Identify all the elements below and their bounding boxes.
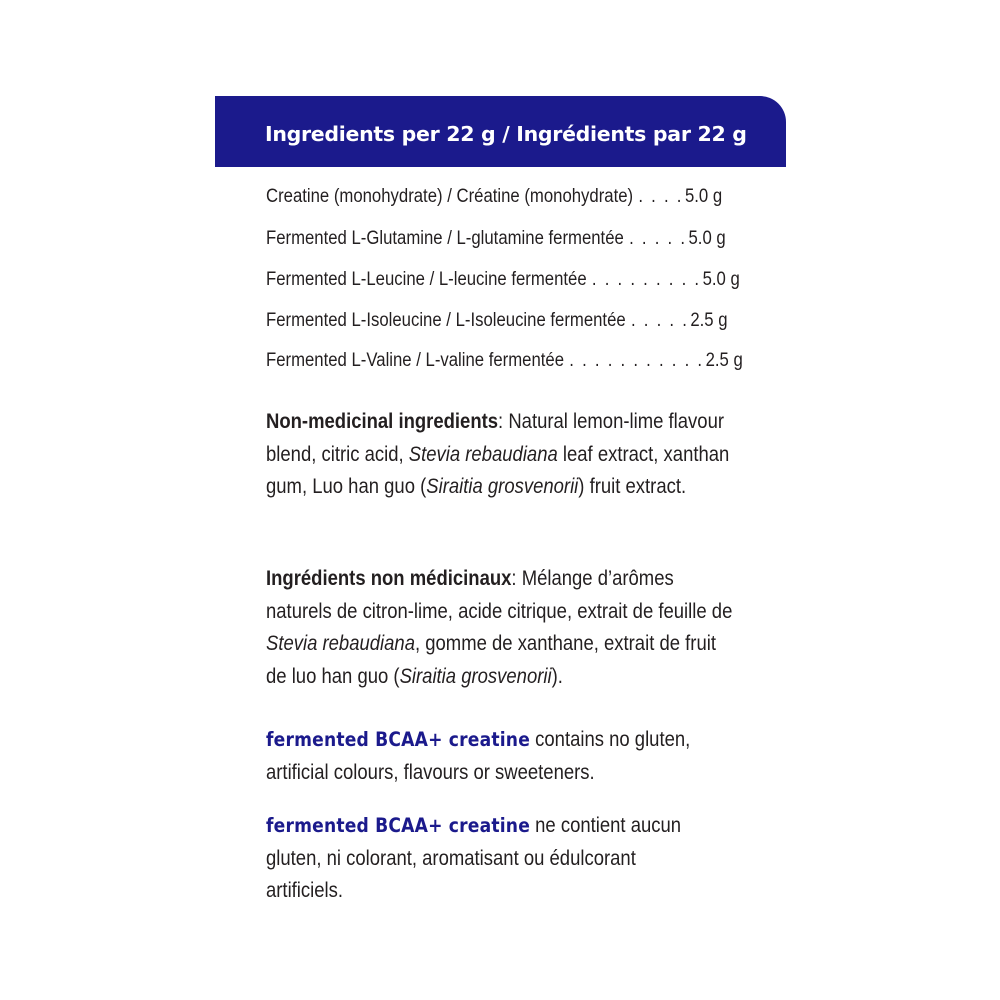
non-medicinal-text: ) fruit extract.: [578, 475, 687, 498]
botanical-name: Siraitia grosvenorii: [426, 475, 579, 498]
statement-text: contains no gluten, artificial colours, flavours or sweeteners.: [266, 728, 691, 784]
leader-dots: . . . . .: [630, 310, 689, 331]
ingredient-amount: 2.5 g: [690, 310, 728, 331]
ingredient-amount: 5.0 g: [688, 228, 726, 249]
leader-dots: . . . . . . . . . . .: [569, 350, 704, 371]
non-medicinal-text: ).: [551, 664, 563, 688]
ingredient-row: [266, 265, 740, 295]
ingredient-name: Fermented L-Isoleucine / L-Isoleucine fermentée: [266, 310, 626, 331]
ingredient-row: [266, 306, 728, 336]
ingredient-row: [266, 182, 723, 212]
non-medicinal-ingredients-fr: [266, 563, 741, 693]
ingredient-name: Fermented L-Leucine / L-leucine fermentée: [266, 269, 587, 290]
allergen-statement-fr: [266, 810, 697, 908]
botanical-name: Siraitia grosvenorii: [399, 664, 552, 688]
non-medicinal-text: , gomme de xanthane, extrait de fruit de luo han guo (: [266, 632, 716, 688]
botanical-name: Stevia rebaudiana: [408, 442, 558, 466]
non-medicinal-text: : Mélange d’arômes naturels de citron-lime, acide citrique, extrait de feuille de: [266, 567, 733, 623]
leader-dots: . . . . .: [629, 228, 687, 249]
ingredient-name: Creatine (monohydrate) / Créatine (monohydrate): [266, 186, 634, 207]
ingredient-name: Fermented L-Glutamine / L-glutamine fermentée: [266, 228, 624, 249]
non-medicinal-ingredients-en: [266, 406, 741, 504]
brand-name: fermented BCAA+ creatine: [266, 728, 531, 751]
ingredients-header: [215, 96, 786, 167]
ingredient-name: Fermented L-Valine / L-valine fermentée: [266, 350, 565, 371]
non-medicinal-text: : Natural lemon-lime flavour blend, citric acid,: [266, 410, 725, 466]
brand-name: fermented BCAA+ creatine: [266, 814, 531, 837]
header-title: Ingredients per 22 g / Ingrédients par 22 g: [265, 122, 747, 146]
ingredient-amount: 5.0 g: [684, 186, 723, 207]
botanical-name: Stevia rebaudiana: [266, 632, 415, 655]
non-medicinal-label-fr: Ingrédients non médicinaux: [266, 567, 512, 590]
ingredient-row: [266, 224, 726, 254]
ingredient-amount: 2.5 g: [705, 350, 743, 371]
allergen-statement-en: [266, 724, 724, 789]
non-medicinal-text: leaf extract, xanthan gum, Luo han guo (: [266, 442, 730, 498]
ingredient-row: [266, 346, 743, 376]
non-medicinal-label-en: Non-medicinal ingredients: [266, 410, 499, 433]
statement-text: ne contient aucun gluten, ni colorant, aromatisant ou édulcorant artificiels.: [266, 814, 682, 902]
leader-dots: . . . .: [638, 186, 684, 207]
leader-dots: . . . . . . . . .: [591, 269, 701, 290]
ingredient-amount: 5.0 g: [702, 269, 740, 290]
